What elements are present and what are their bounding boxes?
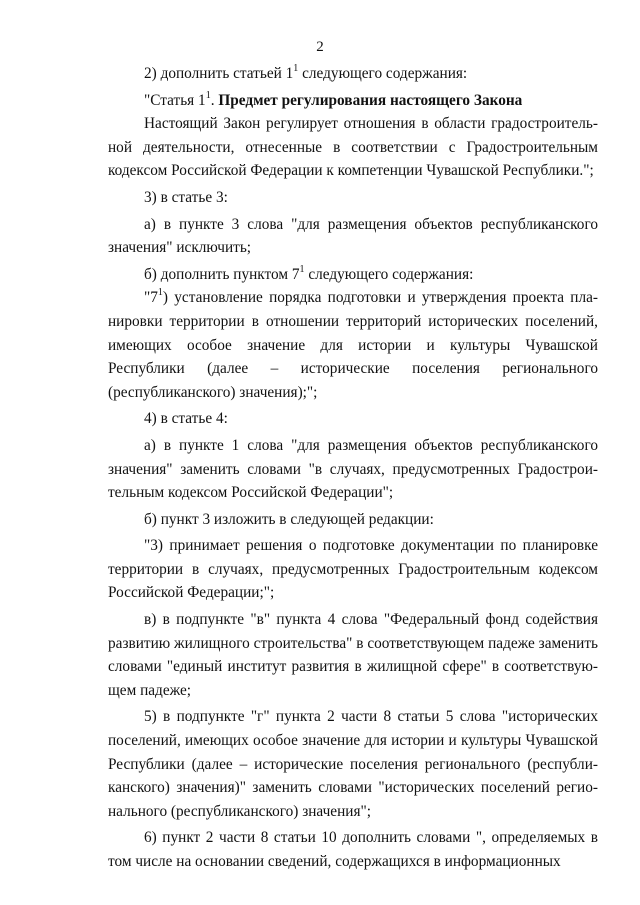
superscript: 1 bbox=[205, 89, 211, 101]
article-title: Предмет регулирования настоящего Закона bbox=[218, 91, 523, 109]
paragraph-text: 2) дополнить статьей 1 bbox=[144, 65, 294, 82]
article-separator: . bbox=[210, 91, 219, 109]
article-heading bbox=[108, 89, 598, 113]
paragraph-text: "7 bbox=[144, 289, 158, 307]
subparagraph-b: б) пункт 3 изложить в следующей редакции: bbox=[144, 510, 434, 528]
subparagraph-b bbox=[108, 263, 598, 287]
point-3-text: "3) принимает решения о подготовке документации по планировке территории в случаях, предусмотренных Градостроительным кодексом Российской Федерации;"; bbox=[108, 537, 598, 602]
article-prefix: "Статья 1 bbox=[144, 91, 206, 109]
superscript: 1 bbox=[157, 287, 163, 299]
superscript: 1 bbox=[299, 263, 305, 275]
paragraph-item-4: 4) в статье 4: bbox=[144, 410, 228, 428]
article-body-paragraph: Настоящий Закон регулирует отношения в области градостроительной деятельности, отнесенные в соответствии с Градостроительным кодексом Российской Федерации к компетенции Чувашской Республики."; bbox=[108, 115, 598, 180]
subparagraph-v: в) в подпункте "в" пункта 4 слова "Федеральный фонд содействия развитию жилищного строительства" в соответствующем падеже заменить словами "единый институт развития в жилищной сфере" в соответствующем падеже; bbox=[108, 611, 598, 699]
paragraph-item-5: 5) в подпункте "г" пункта 2 части 8 статьи 5 слова "исторических поселений, имеющих особое значение для истории и культуры Чувашской Республики (далее – исторические поселения регионального (республиканского) значения)" заменить словами "исторических поселений регионального (республиканского) значения"; bbox=[108, 708, 598, 820]
page-number: 2 bbox=[316, 39, 324, 55]
subparagraph-a: а) в пункте 1 слова "для размещения объектов республиканского значения" заменить словами "в случаях, предусмотренных Градостроительным кодексом Российской Федерации"; bbox=[108, 436, 598, 502]
paragraph-item-2 bbox=[108, 62, 598, 86]
paragraph-text: б) дополнить пунктом 7 bbox=[144, 265, 300, 283]
paragraph-text: следующего содержания: bbox=[304, 265, 474, 283]
document-body bbox=[108, 62, 598, 874]
point-7-1-text bbox=[108, 286, 598, 404]
subparagraph-a: а) в пункте 3 слова "для размещения объектов республиканского значения" исключить; bbox=[108, 215, 598, 257]
superscript: 1 bbox=[293, 62, 299, 74]
paragraph-item-6: 6) пункт 2 части 8 статьи 10 дополнить словами ", определяемых в том числе на основании сведений, содержащихся в информационных bbox=[108, 829, 598, 870]
paragraph-text: ) установление порядка подготовки и утверждения проекта планировки территории в отношении территорий исторических поселений, имеющих особое значение для истории и культуры Чувашской Республики (далее – исторические поселения регионального (республиканского) значения);"; bbox=[108, 289, 598, 401]
paragraph-text: следующего содержания: bbox=[298, 65, 468, 82]
paragraph-item-3: 3) в статье 3: bbox=[144, 188, 228, 206]
